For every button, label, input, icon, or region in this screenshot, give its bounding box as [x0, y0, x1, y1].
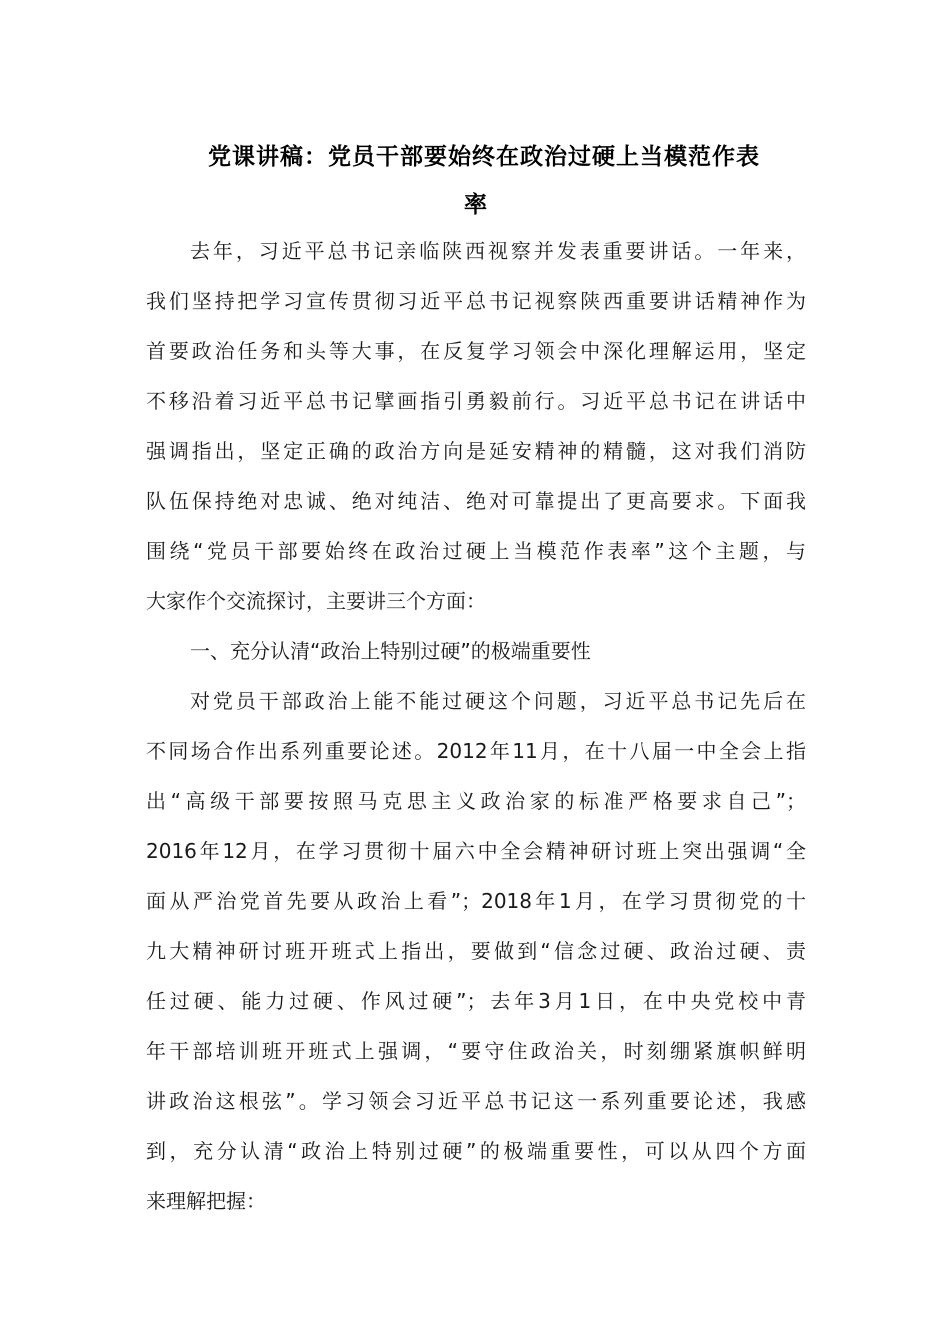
body-line: 强调指出，坚定正确的政治方向是延安精神的精髓，这对我们消防	[146, 439, 806, 463]
body-line: 任过硬、能力过硬、作风过硬”；去年3月1日，在中央党校中青	[146, 989, 806, 1013]
body-line: 不同场合作出系列重要论述。2012年11月，在十八届一中全会上指	[146, 739, 806, 763]
body-line: 面从严治党首先要从政治上看”；2018年1月，在学习贯彻党的十	[146, 889, 806, 913]
body-line: 不移沿着习近平总书记擘画指引勇毅前行。习近平总书记在讲话中	[146, 389, 806, 413]
body-line: 来理解把握：	[146, 1189, 266, 1213]
body-line: 首要政治任务和头等大事，在反复学习领会中深化理解运用，坚定	[146, 339, 806, 363]
body-line: 大家作个交流探讨，主要讲三个方面：	[146, 589, 486, 613]
body-line: 讲政治这根弦”。学习领会习近平总书记这一系列重要论述，我感	[146, 1089, 806, 1113]
body-line: 2016年12月，在学习贯彻十届六中全会精神研讨班上突出强调“全	[146, 839, 806, 863]
body-line: 围绕“党员干部要始终在政治过硬上当模范作表率”这个主题，与	[146, 539, 806, 563]
document-title-line-2: 率	[464, 191, 488, 218]
body-line: 年干部培训班开班式上强调，“要守住政治关，时刻绷紧旗帜鲜明	[146, 1039, 806, 1063]
body-line: 九大精神研讨班开班式上指出，要做到“信念过硬、政治过硬、责	[146, 939, 806, 963]
body-line: 出“高级干部要按照马克思主义政治家的标准严格要求自己”；	[146, 789, 806, 813]
body-line: 去年，习近平总书记亲临陕西视察并发表重要讲话。一年来，	[190, 239, 806, 263]
body-line: 对党员干部政治上能不能过硬这个问题，习近平总书记先后在	[190, 689, 806, 713]
section-heading-1: 一、充分认清“政治上特别过硬”的极端重要性	[190, 639, 591, 663]
document-title-line-1: 党课讲稿：党员干部要始终在政治过硬上当模范作表	[208, 143, 760, 170]
body-line: 我们坚持把学习宣传贯彻习近平总书记视察陕西重要讲话精神作为	[146, 289, 806, 313]
body-line: 到，充分认清“政治上特别过硬”的极端重要性，可以从四个方面	[146, 1139, 806, 1163]
body-line: 队伍保持绝对忠诚、绝对纯洁、绝对可靠提出了更高要求。下面我	[146, 489, 806, 513]
